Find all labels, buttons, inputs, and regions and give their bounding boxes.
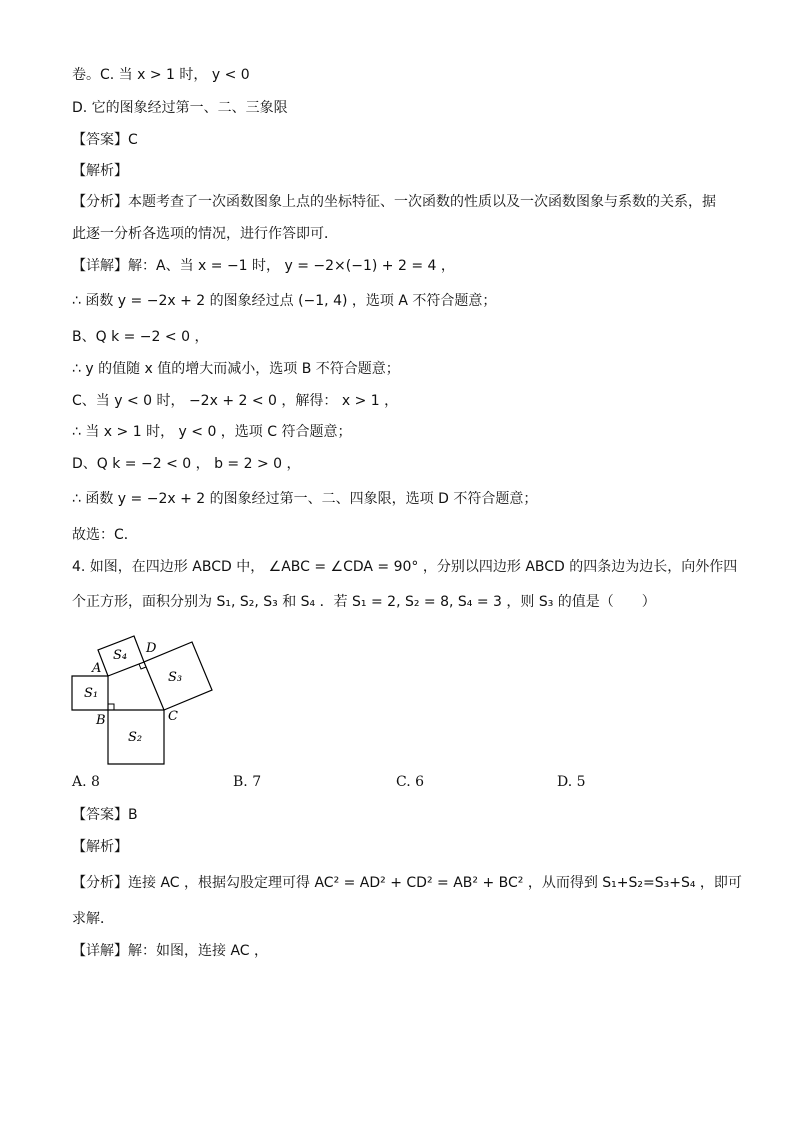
area-label-s3: S₃ [168,670,183,685]
text-line: ∴ y 的值随 x 值的增大而减小，选项 B 不符合题意； [72,361,400,377]
text-line: 【详解】解：A、当 x = −1 时， y = −2×(−1) + 2 = 4 ， [72,258,455,274]
vertex-label-b: B [96,713,106,728]
text-line: D、Q k = −2 < 0 ， b = 2 > 0 ， [72,456,301,472]
text-line: 卷。C. 当 x > 1 时， y < 0 [72,67,250,83]
vertex-label-a: A [92,661,102,676]
option-d: D. 5 [557,774,586,790]
text-line: B、Q k = −2 < 0 ， [72,329,209,345]
text-line: 【分析】连接 AC ，根据勾股定理可得 AC² = AD² + CD² = AB² + BC² ，从而得到 S₁+S₂=S₃+S₄ ，即可 [72,875,742,891]
option-a: A. 8 [72,774,100,790]
option-b: B. 7 [233,774,262,790]
text-line: ∴ 函数 y = −2x + 2 的图象经过第一、二、四象限，选项 D 不符合题意； [72,491,538,507]
answer-heading: 【答案】B [72,807,138,823]
text-line: 此逐一分析各选项的情况，进行作答即可． [72,226,338,242]
analysis-heading: 【解析】 [72,839,128,855]
vertex-label-d: D [146,641,157,656]
text-line: 求解． [72,911,114,927]
text-line: ∴ 当 x > 1 时， y < 0 ，选项 C 符合题意； [72,424,352,440]
text-line: C、当 y < 0 时， −2x + 2 < 0 ，解得： x > 1 ， [72,393,399,409]
area-label-s2: S₂ [128,730,143,745]
analysis-heading: 【解析】 [72,163,128,179]
option-c: C. 6 [396,774,425,790]
text-line: ∴ 函数 y = −2x + 2 的图象经过点 (−1, 4) ，选项 A 不符合题意； [72,293,497,309]
answer-heading: 【答案】C [72,132,138,148]
question-4-line-1: 4. 如图，在四边形 ABCD 中， ∠ABC = ∠CDA = 90° ，分别以四边形 ABCD 的四条边为边长，向外作四 [72,559,738,575]
area-label-s1: S₁ [84,686,99,701]
right-angle-b [108,704,114,710]
text-line: 【详解】解：如图，连接 AC ， [72,943,269,959]
text-line: 故选：C． [72,527,138,543]
vertex-label-c: C [168,709,178,724]
area-label-s4: S₄ [113,648,128,663]
question-4-line-2: 个正方形，面积分别为 S₁, S₂, S₃ 和 S₄ ．若 S₁ = 2, S₂ = 8, S₄ = 3 ，则 S₃ 的值是（ ） [72,594,656,610]
text-line: 【分析】本题考查了一次函数图象上点的坐标特征、一次函数的性质以及一次函数图象与系数的关系，据 [72,194,716,210]
quadrilateral-squares-figure [70,634,220,766]
text-line: D. 它的图象经过第一、二、三象限 [72,100,288,116]
